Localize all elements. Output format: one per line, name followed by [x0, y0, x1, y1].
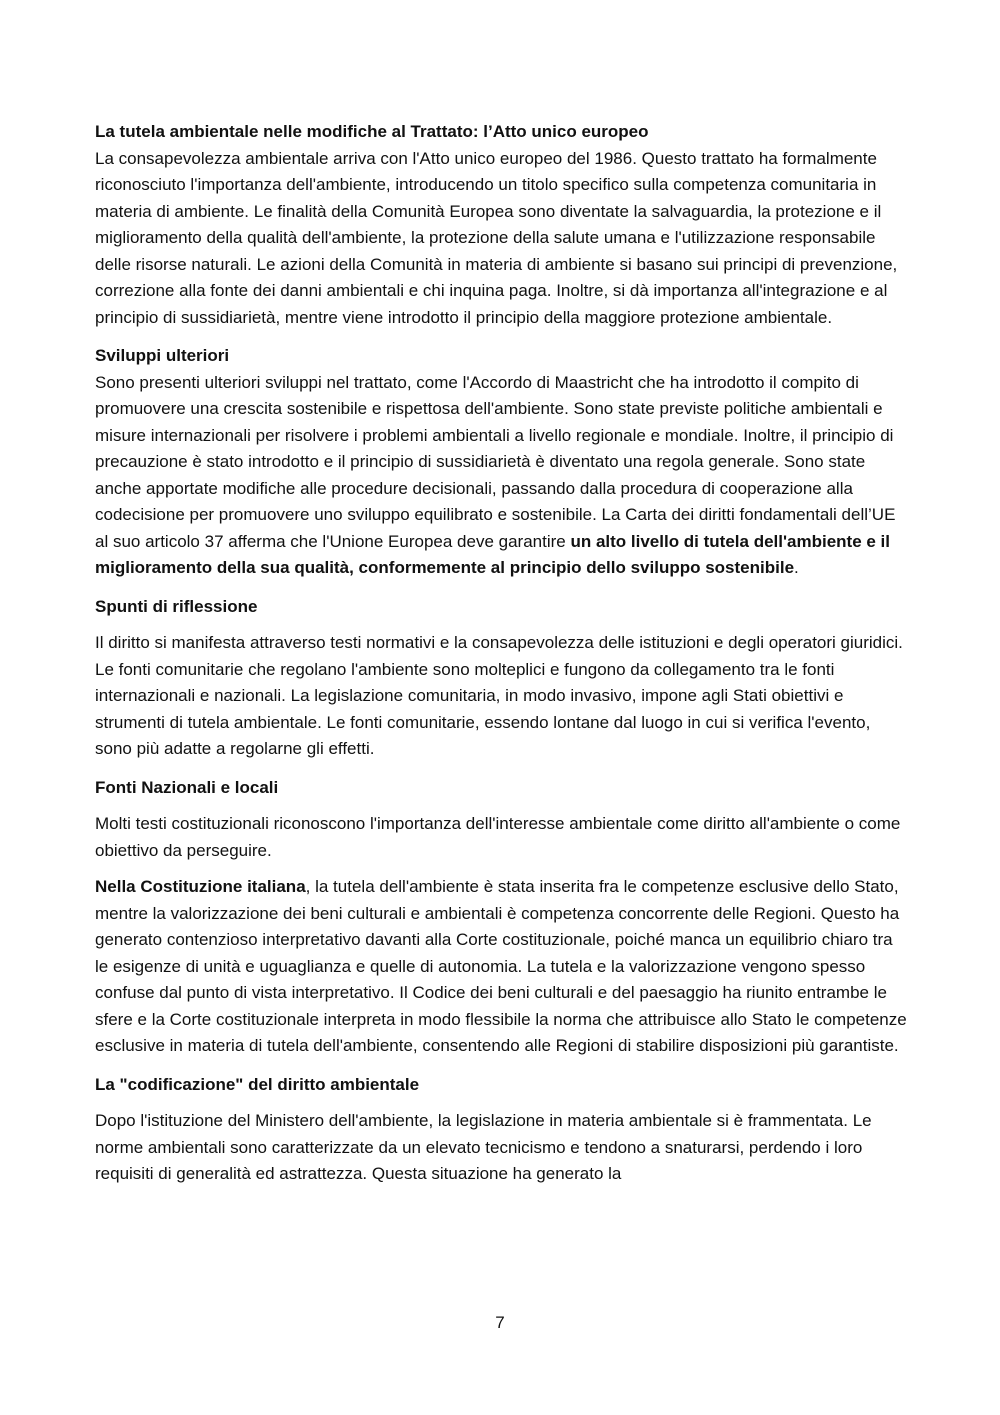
section-heading-fonti: Fonti Nazionali e locali: [95, 777, 279, 797]
page-number: 7: [495, 1313, 505, 1332]
section-heading-codificazione: La "codificazione" del diritto ambientale: [95, 1074, 420, 1094]
section-heading-sviluppi: Sviluppi ulteriori: [95, 346, 230, 365]
section-heading-spunti: Spunti di riflessione: [95, 596, 258, 616]
paragraph-sviluppi-lead: Sono presenti ulteriori sviluppi nel trattato, come l'Accordo di Maastricht che ha introdotto il compito di promuovere una crescita sostenibile e rispettosa dell'ambiente. Sono state previste politiche ambientali e misure internazionali per risolvere i problemi ambientali a livello regionale e mondiale. Inoltre, il principio di precauzione è stato introdotto e il principio di sussidiarietà è diventato una regola generale. Sono state anche apportate modifiche alle procedure decisionali, passando dalla procedura di cooperazione alla codecisione per promuovere uno sviluppo equilibrato e sostenibile. La Carta dei diritti fondamentali dell’UE al suo articolo 37 afferma che l'Unione Europea deve garantire: [95, 372, 896, 551]
paragraph-sviluppi-tail: .: [794, 558, 799, 577]
paragraph-sviluppi: [95, 370, 910, 582]
paragraph-atto-unico: La consapevolezza ambientale arriva con l'Atto unico europeo del 1986. Questo trattato ha formalmente riconosciuto l'importanza dell'ambiente, introducendo un titolo specifico sulla competenza comunitaria in materia di ambiente. Le finalità della Comunità Europea sono diventate la salvaguardia, la protezione e il miglioramento della qualità dell'ambiente, la protezione della salute umana e l'utilizzazione responsabile delle risorse naturali. Le azioni della Comunità in materia di ambiente si basano sui principi di prevenzione, correzione alla fonte dei danni ambientali e chi inquina paga. Inoltre, si dà importanza all'integrazione e al principio di sussidiarietà, mentre viene introdotto il principio della maggiore protezione ambientale.: [95, 148, 898, 327]
paragraph-fonti-2: [95, 874, 910, 1060]
paragraph-codificazione: Dopo l'istituzione del Ministero dell'ambiente, la legislazione in materia ambientale si è frammentata. Le norme ambientali sono caratterizzate da un elevato tecnicismo e tendono a snaturarsi, perdendo i loro requisiti di generalità ed astrattezza. Questa situazione ha generato la: [95, 1111, 872, 1183]
paragraph-fonti-2-bold: Nella Costituzione italiana: [95, 877, 306, 896]
paragraph-sviluppi-bold: un alto livello di tutela dell'ambiente e il miglioramento della sua qualità, conformemente al principio dello sviluppo sostenibile: [95, 531, 890, 577]
paragraph-fonti-2-rest: , la tutela dell'ambiente è stata inserita fra le competenze esclusive dello Stato, mentre la valorizzazione dei beni culturali e ambientali è competenza concorrente delle Regioni. Questo ha generato contenzioso interpretativo davanti alla Corte costituzionale, poiché manca un equilibrio chiaro tra le esigenze di unità e uguaglianza e quelle di autonomia. La tutela e la valorizzazione vengono spesso confuse dal punto di vista interpretativo. Il Codice dei beni culturali e del paesaggio ha riunito entrambe le sfere e la Corte costituzionale interpreta in modo flessibile la norma che attribuisce allo Stato le competenze esclusive in materia di tutela dell'ambiente, consentendo alle Regioni di stabilire disposizioni più garantiste.: [95, 877, 907, 1055]
section-heading-atto-unico: La tutela ambientale nelle modifiche al Trattato: l’Atto unico europeo: [95, 122, 649, 141]
paragraph-fonti-1: Molti testi costituzionali riconoscono l'importanza dell'interesse ambientale come diritto all'ambiente o come obiettivo da perseguire.: [95, 814, 901, 860]
page-body: [95, 119, 910, 1188]
paragraph-spunti: Il diritto si manifesta attraverso testi normativi e la consapevolezza delle istituzioni e degli operatori giuridici. Le fonti comunitarie che regolano l'ambiente sono molteplici e fungono da collegamento tra le fonti internazionali e nazionali. La legislazione comunitaria, in modo invasivo, impone agli Stati obiettivi e strumenti di tutela ambientale. Le fonti comunitarie, essendo lontane dal luogo in cui si verifica l'evento, sono più adatte a regolarne gli effetti.: [95, 633, 903, 758]
